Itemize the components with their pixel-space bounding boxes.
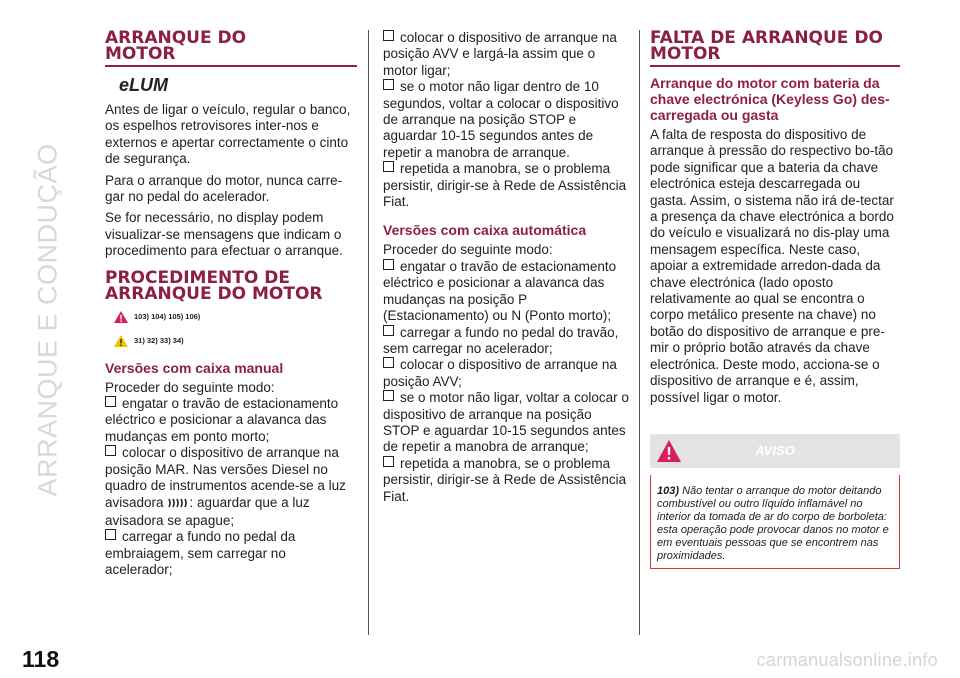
column-divider <box>639 30 640 635</box>
paragraph: Antes de ligar o veículo, regular o banco, os espelhos retrovisores inter-nos e externos e apertar correctamente o cinto de segurança. <box>105 102 351 167</box>
elum-label: eLUM <box>119 75 168 95</box>
section-title-line-2: MOTOR <box>650 44 721 64</box>
bullet-box-icon <box>383 161 394 172</box>
bullet-text: repetida a manobra, se o problema persistir, dirigir-se à Rede de Assistência Fiat. <box>383 455 627 504</box>
bullet-item <box>383 161 631 210</box>
bullet-item <box>383 456 631 505</box>
column-2 <box>383 30 631 505</box>
bullet-text: colocar o dispositivo de arranque na posição MAR. Nas versões Diesel no quadro de instrumentos acende-se a luz avisadora <box>105 445 346 510</box>
bullet-box-icon <box>383 259 394 270</box>
section-title-line-1: ARRANQUE DO <box>105 28 247 48</box>
bullet-item <box>383 325 631 358</box>
bullet-text: colocar o dispositivo de arranque na posição AVV e largá-la assim que o motor ligar; <box>383 30 617 78</box>
warning-refs <box>113 310 357 324</box>
aviso-number: 103) <box>657 484 680 497</box>
column-1 <box>105 30 357 579</box>
bullet-box-icon <box>383 79 394 90</box>
bullet-box-icon <box>383 456 394 467</box>
aviso-text: Não tentar o arranque do motor deitando combustível ou outro líquido inflamável no interior da tomada de ar do corpo de borboleta: esta operação pode provocar danos no motor e em eventuais pessoas que se encontrem nas proximidades. <box>657 484 889 562</box>
bullet-box-icon <box>383 357 394 368</box>
bullet-item <box>383 30 631 79</box>
page-number: 118 <box>22 646 60 672</box>
bullet-item <box>383 259 631 325</box>
bullet-box-icon <box>105 396 116 407</box>
column-3 <box>650 30 900 569</box>
bullet-text: carregar a fundo no pedal da embraiagem, sem carregar no acelerador; <box>105 529 296 578</box>
chapter-side-label: ARRANQUE E CONDUÇÃO <box>32 143 63 497</box>
bullet-text: se o motor não ligar, voltar a colocar o dispositivo de arranque na posição STOP e aguardar 10-15 segundos antes de repetir a manobra de arranque; <box>383 390 629 455</box>
bullet-text: carregar a fundo no pedal do travão, sem carregar no acelerador; <box>383 324 619 356</box>
bullet-box-icon <box>105 529 116 540</box>
bullet-text: se o motor não ligar dentro de 10 segundos, voltar a colocar o dispositivo de arranque na posição STOP e aguardar 10-15 segundos antes de repetir a manobra de arranque. <box>383 79 619 160</box>
bullet-item <box>383 357 631 390</box>
section-title-line-2: MOTOR <box>105 44 176 64</box>
bullet-box-icon <box>383 325 394 336</box>
bullet-box-icon <box>383 30 394 41</box>
procedure-title-line-1: PROCEDIMENTO DE <box>105 267 290 288</box>
aviso-body <box>650 475 900 569</box>
caution-triangle-icon <box>113 334 129 348</box>
caution-ref-numbers: 31) 32) 33) 34) <box>134 336 184 346</box>
aviso-header <box>650 434 900 468</box>
caution-refs <box>113 334 357 348</box>
section-title <box>650 30 900 67</box>
bullet-item <box>105 529 357 578</box>
bullet-text: : aguardar que a luz avisadora se apague; <box>105 494 310 528</box>
warning-triangle-icon <box>113 310 129 324</box>
subsection-title: Arranque do motor com bateria da chave electrónica (Keyless Go) des-carregada ou gasta <box>650 75 890 123</box>
section-title-line-1: FALTA DE ARRANQUE DO <box>650 28 883 48</box>
glow-plug-icon <box>166 497 188 513</box>
procedure-title-line-2: ARRANQUE DO MOTOR <box>105 283 323 304</box>
bullet-item <box>105 396 357 445</box>
bullet-box-icon <box>383 390 394 401</box>
warning-ref-numbers: 103) 104) 105) 106) <box>134 312 201 322</box>
aviso-title: AVISO <box>755 442 795 458</box>
bullet-item <box>105 445 357 529</box>
paragraph: Se for necessário, no display podem visualizar-se mensagens que indicam o procedimento para efectuar o arranque. <box>105 210 343 259</box>
column-divider <box>368 30 369 635</box>
bullet-text: repetida a manobra, se o problema persistir, dirigir-se à Rede de Assistência Fiat. <box>383 161 627 210</box>
paragraph: Proceder do seguinte modo: <box>383 242 553 258</box>
section-title <box>105 30 357 67</box>
bullet-item <box>383 390 631 456</box>
subsection-title: Versões com caixa manual <box>105 359 284 376</box>
bullet-text: engatar o travão de estacionamento eléctrico e posicionar a alavanca das mudanças na posição P (Estacionamento) ou N (Ponto morto); <box>383 258 617 324</box>
bullet-box-icon <box>105 445 116 456</box>
paragraph: A falta de resposta do dispositivo de arranque à pressão do respectivo bo-tão pode significar que a bateria da chave electrónica esteja descarregada ou gasta. Assim, o sistema não irá de-tectar a presença da chave electrónica a bordo do veículo e visualizará no dis-play uma mensagem específica. Neste caso, apoiar a extremidade arredon-dada da chave electrónica (lado oposto relativamente ao qual se encontra o corpo metálico presente na chave) no botão do dispositivo de arranque e pre-mir o próprio botão através da chave electrónica. Deste modo, acciona-se o dispositivo de arranque e é, assim, possível ligar o motor. <box>650 127 894 405</box>
bullet-item <box>383 79 631 161</box>
subsection-title: Versões com caixa automática <box>383 222 587 239</box>
watermark: carmanualsonline.info <box>756 650 938 670</box>
bullet-text: engatar o travão de estacionamento eléctrico e posicionar a alavanca das mudanças em ponto morto; <box>105 396 339 444</box>
paragraph: Proceder do seguinte modo: <box>105 379 275 395</box>
bullet-text: colocar o dispositivo de arranque na posição AVV; <box>383 357 617 389</box>
paragraph: Para o arranque do motor, nunca carre-gar no pedal do acelerador. <box>105 172 343 205</box>
